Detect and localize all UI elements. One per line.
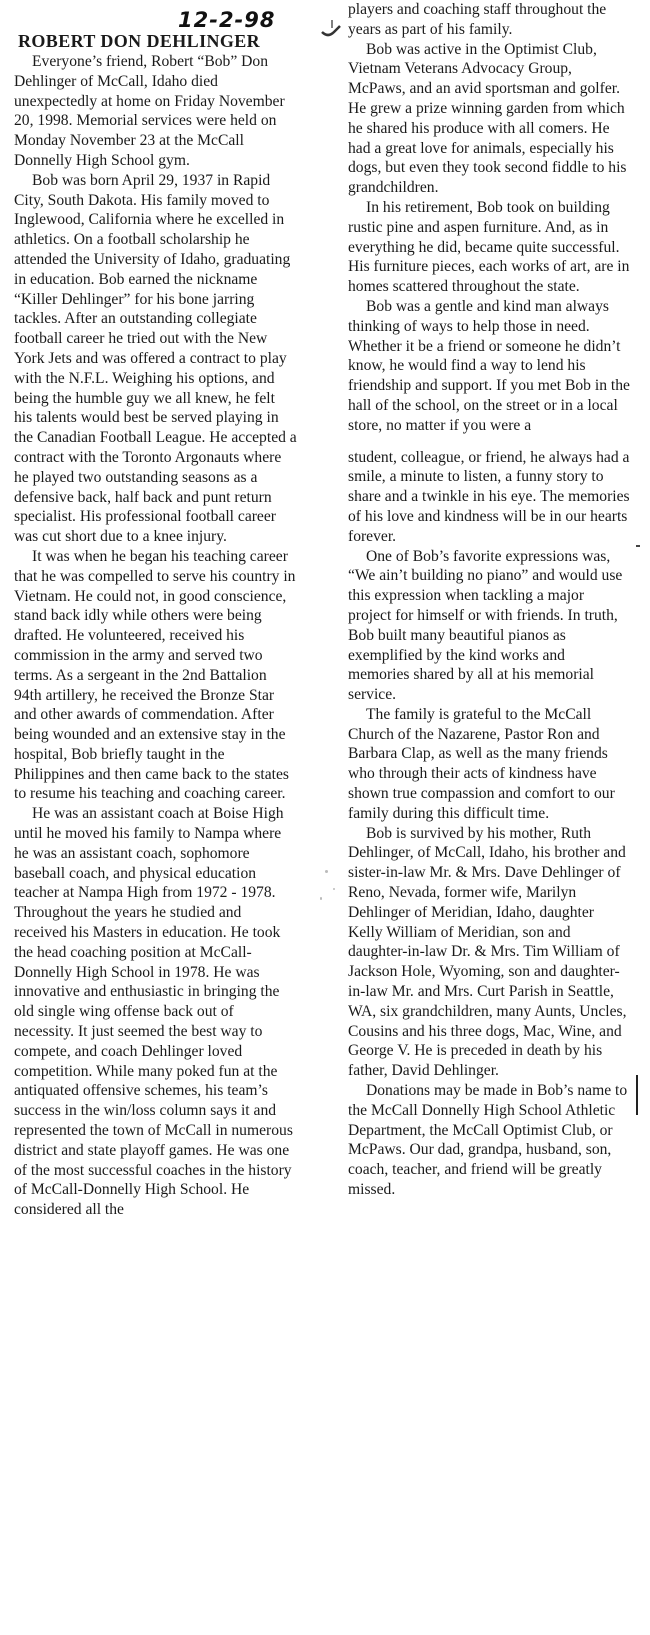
paragraph: Everyone’s friend, Robert “Bob” Don Dehlinger of McCall, Idaho died unexpectedly at home on Friday November 20, 1998. Memorial services were held on Monday November 23 at the McCall Donnelly High School gym. [14,53,285,169]
paragraph: Bob was a gentle and kind man always thinking of ways to help those in need. Whether it be a friend or someone he didn’t know, he would find a way to lend his friendship and support. If you met Bob in the hall of the school, on the street or in a local store, no matter if you were a [348,297,630,434]
paragraph: Bob was active in the Optimist Club, Vietnam Veterans Advocacy Group, McPaws, and an avid sportsman and golfer. He grew a prize winning garden from which he shared his produce with all comers. He had a great love for animals, especially his dogs, but even they took second fiddle to his grandchildren. [348,40,627,197]
scan-speck [325,870,328,873]
scan-speck [333,888,335,890]
paragraph: Bob is survived by his mother, Ruth Dehlinger, of McCall, Idaho, his brother and sister-in-law Mr. & Mrs. Dave Dehlinger of Reno, Nevada, former wife, Marilyn Dehlinger of Meridian, Idaho, daughter Kelly William of Meridian, son and daughter-in-law Dr. & Mrs. Tim William of Jackson Hole, Wyoming, son and daughter-in-law Mr. and Mrs. Curt Parish in Seattle, WA, six grandchildren, many Aunts, Uncles, Cousins and his three dogs, Mac, Wine, and George V. He is preceded in death by his father, David Dehlinger. [348,824,627,1080]
clipping-edge-line [636,1075,638,1115]
paragraph: Donations may be made in Bob’s name to the McCall Donnelly High School Athletic Department, the McCall Optimist Club, or McPaws. Our dad, grandpa, husband, son, coach, teacher, and friend will be greatly missed. [348,1082,628,1199]
paragraph: One of Bob’s favorite expressions was, “We ain’t building no piano” and would use this expression when tackling a major project for himself or with friends. In truth, Bob built many beautiful pianos as exemplified by the kind works and memories shared by all at his memorial service. [348,547,623,704]
handwritten-date: 12-2-98 [178,8,276,32]
obituary-title: ROBERT DON DEHLINGER [18,31,261,51]
clipping-edge-mark [636,545,640,547]
paragraph: It was when he began his teaching career that he was compelled to serve his country in Vietnam. He could not, in good conscience, stand back idly while others were being drafted. He volunteered, received his commission in the army and served two terms. As a sergeant in the 2nd Battalion 94th artillery, he received the Bronze Star and other awards of commendation. After being wounded and an extensive stay in the hospital, Bob briefly taught in the Philippines and then came back to the states to resume his teaching and coaching career. [14,547,296,803]
right-column [348,0,630,1200]
pen-mark-icon [318,18,344,44]
left-column [14,30,297,1220]
column-splice-gap [348,436,630,448]
paragraph: players and coaching staff throughout the years as part of his family. [348,1,607,38]
paragraph: Bob was born April 29, 1937 in Rapid City, South Dakota. His family moved to Inglewood, California where he excelled in athletics. On a football scholarship he attended the University of Idaho, graduating in education. Bob earned the nickname “Killer Dehlinger” for his bone jarring tackles. After an outstanding collegiate football career he tried out with the New York Jets and was offered a contract to play with the N.F.L. Weighing his options, and being the humble guy we all knew, he felt his talents would best be served playing in the Canadian Football League. He accepted a contract with the Toronto Argonauts where he played two outstanding seasons as a defensive back, half back and punt return specialist. His professional football career was cut short due to a knee injury. [14,171,297,546]
paragraph: The family is grateful to the McCall Church of the Nazarene, Pastor Ron and Barbara Clap, as well as the many friends who through their acts of kindness have shown true compassion and comfort to our family during this difficult time. [348,705,615,822]
scan-speck [320,897,322,900]
paragraph: In his retirement, Bob took on building rustic pine and aspen furniture. And, as in everything he did, became quite successful. His furniture pieces, each works of art, are in homes scattered throughout the state. [348,198,630,296]
paragraph: student, colleague, or friend, he always had a smile, a minute to listen, a funny story to share and a twinkle in his eye. The memories of his love and kindness will be in our hearts forever. [348,448,630,545]
paragraph: He was an assistant coach at Boise High until he moved his family to Nampa where he was an assistant coach, sophomore baseball coach, and physical education teacher at Nampa High from 1972 - 1978. Throughout the years he studied and received his Masters in education. He took the head coaching position at McCall-Donnelly High School in 1978. He was innovative and enthusiastic in bringing the old single wing offense back out of necessity. It just seemed the best way to compete, and coach Dehlinger loved competition. While many poked fun at the antiquated offensive schemes, his team’s success in the win/loss column says it and represented the town of McCall in numerous district and state playoff games. He was one of the most successful coaches in the history of McCall-Donnelly High School. He considered all the [14,805,293,1219]
